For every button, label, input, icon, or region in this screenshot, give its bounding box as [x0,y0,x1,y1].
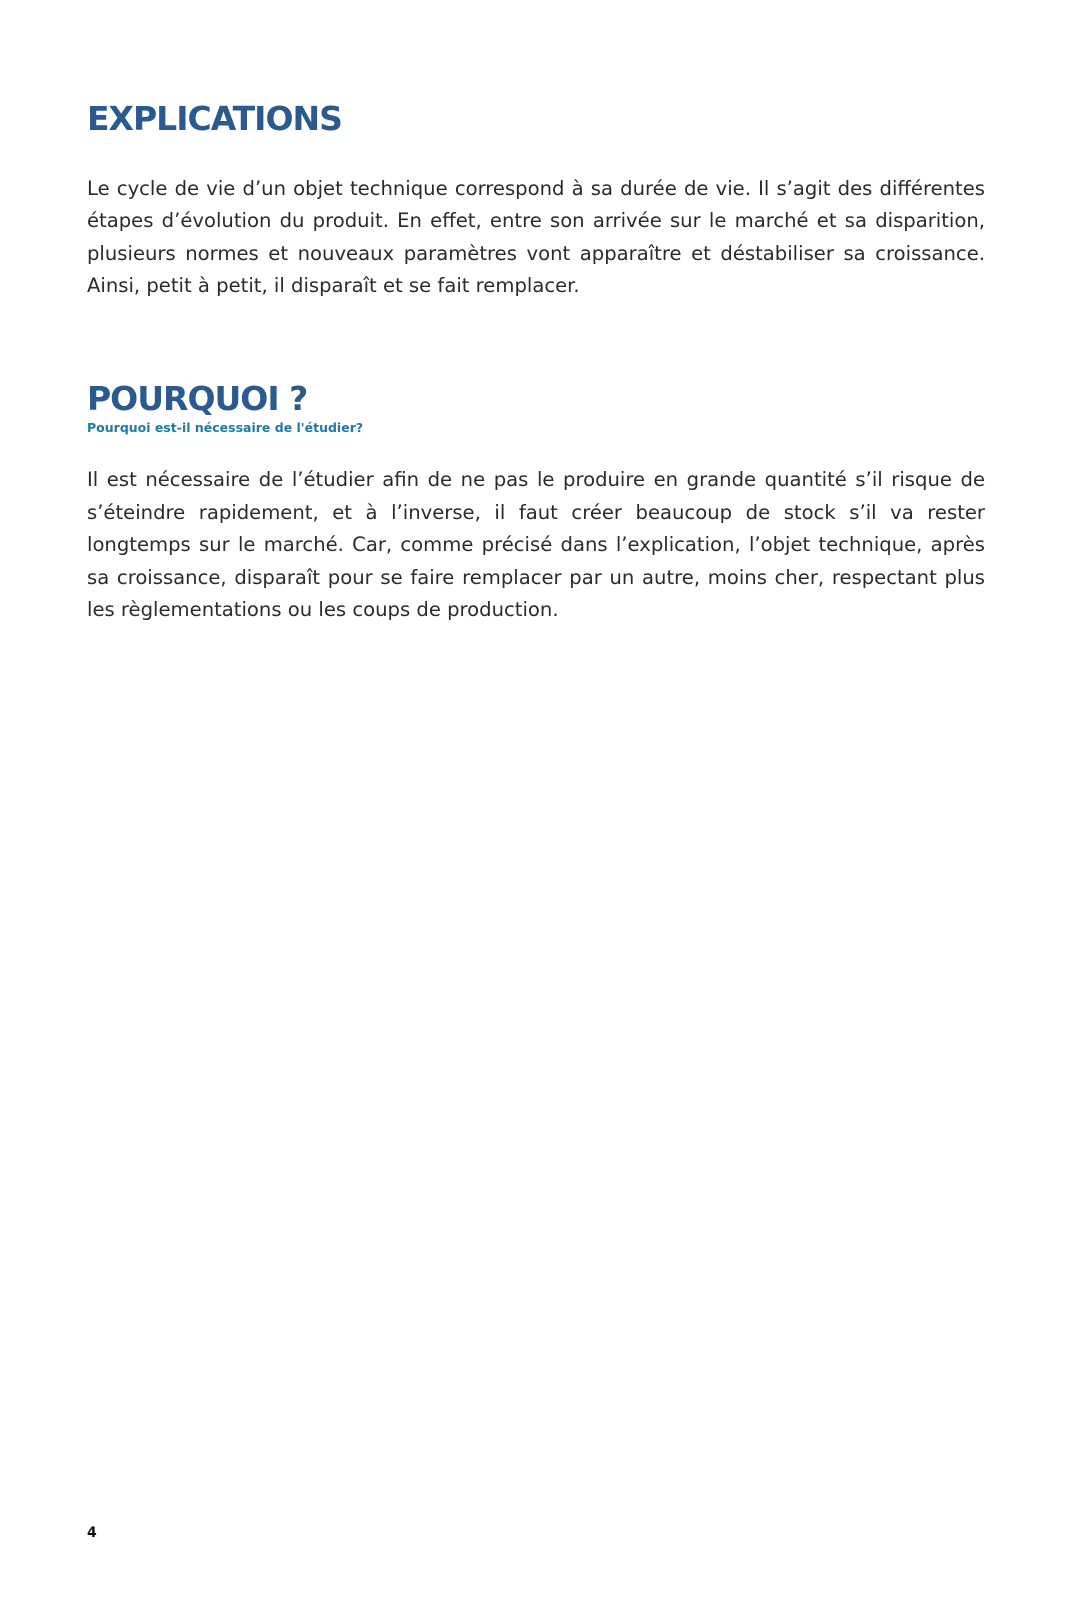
section-pourquoi [87,380,985,627]
section-body-text: Le cycle de vie d’un objet technique correspond à sa durée de vie. Il s’agit des différentes étapes d’évolution du produit. En effet, entre son arrivée sur le marché et sa disparition, plusieurs normes et nouveaux paramètres vont apparaître et déstabiliser sa croissance. Ainsi, petit à petit, il disparaît et se fait remplacer. [87,176,985,298]
section-explications [87,100,985,303]
section-body-text: Il est nécessaire de l’étudier afin de ne pas le produire en grande quantité s’il risque de s’éteindre rapidement, et à l’inverse, il faut créer beaucoup de stock s’il va rester longtemps sur le marché. Car, comme précisé dans l’explication, l’objet technique, après sa croissance, disparaît pour se faire remplacer par un autre, moins cher, respectant plus les règlementations ou les coups de production. [87,468,985,622]
section-subheading: Pourquoi est-il nécessaire de l'étudier? [87,419,364,435]
section-heading: POURQUOI ? [87,379,308,418]
section-heading: EXPLICATIONS [87,99,342,138]
page-number: 4 [87,1525,97,1541]
